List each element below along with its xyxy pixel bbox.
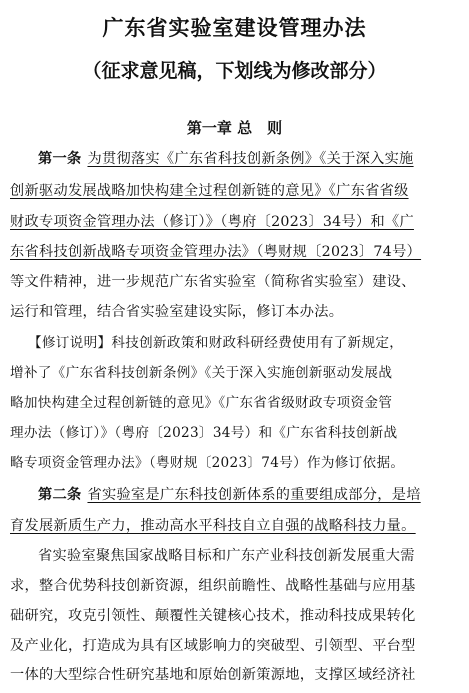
revision-note-line-3: 略加快构建全过程创新链的意见》《广东省省级财政专项资金管 [10, 395, 393, 411]
paragraph-3-line-3: 础研究，攻克引领性、颠覆性关键核心技术，推动科技成果转化 [10, 608, 416, 624]
article-1-line-6: 运行和管理，结合省实验室建设实际，修订本办法。 [10, 304, 344, 320]
article-2-line-1 [38, 484, 462, 504]
article-1-line-4: 东省科技创新战略专项资金管理办法》（粤财规〔2023〕74号） [10, 244, 422, 260]
chapter-heading: 第一章 总 则 [186, 119, 283, 137]
document-subtitle: （征求意见稿，下划线为修改部分） [82, 60, 387, 82]
paragraph-3-line-4: 及产业化，打造成为具有区域影响力的突破型、引领型、平台型 [10, 638, 416, 654]
article-2-text: 省实验室是广东科技创新体系的重要组成部分，是培 [87, 487, 421, 503]
article-2-label: 第二条 [38, 487, 82, 503]
article-1-line-1 [38, 148, 462, 168]
article-1-label: 第一条 [38, 151, 82, 167]
paragraph-3-line-2: 求，整合优势科技创新资源，组织前瞻性、战略性基础与应用基 [10, 578, 416, 594]
revision-note-line-4: 理办法（修订）》（粤府〔2023〕34号）和《广东省科技创新战 [10, 425, 398, 441]
paragraph-3-line-5: 一体的大型综合性研究基地和原始创新策源地，支撑区域经济社 [10, 667, 416, 683]
revision-note-line-1: 【修订说明】科技创新政策和财政科研经费使用有了新规定， [28, 335, 404, 351]
article-1-line-5: 等文件精神，进一步规范广东省实验室（简称省实验室）建设、 [10, 274, 416, 290]
article-1-line-3: 财政专项资金管理办法（修订）》（粤府〔2023〕34号）和《广 [10, 214, 414, 230]
article-1-line-2: 创新驱动发展战略加快构建全过程创新链的意见》《广东省省级 [10, 183, 409, 199]
revision-note-line-2: 增补了《广东省科技创新条例》《关于深入实施创新驱动发展战 [10, 365, 393, 381]
revision-note-line-5: 略专项资金管理办法》（粤财规〔2023〕74号）作为修订依据。 [10, 455, 405, 471]
article-2-line-2: 育发展新质生产力，推动高水平科技自立自强的战略科技力量。 [10, 518, 416, 534]
article-1-text: 为贯彻落实《广东省科技创新条例》《关于深入实施 [87, 151, 414, 167]
paragraph-3-line-1: 省实验室聚焦国家战略目标和广东产业科技创新发展重大需 [38, 548, 415, 564]
document-title: 广东省实验室建设管理办法 [102, 16, 367, 40]
